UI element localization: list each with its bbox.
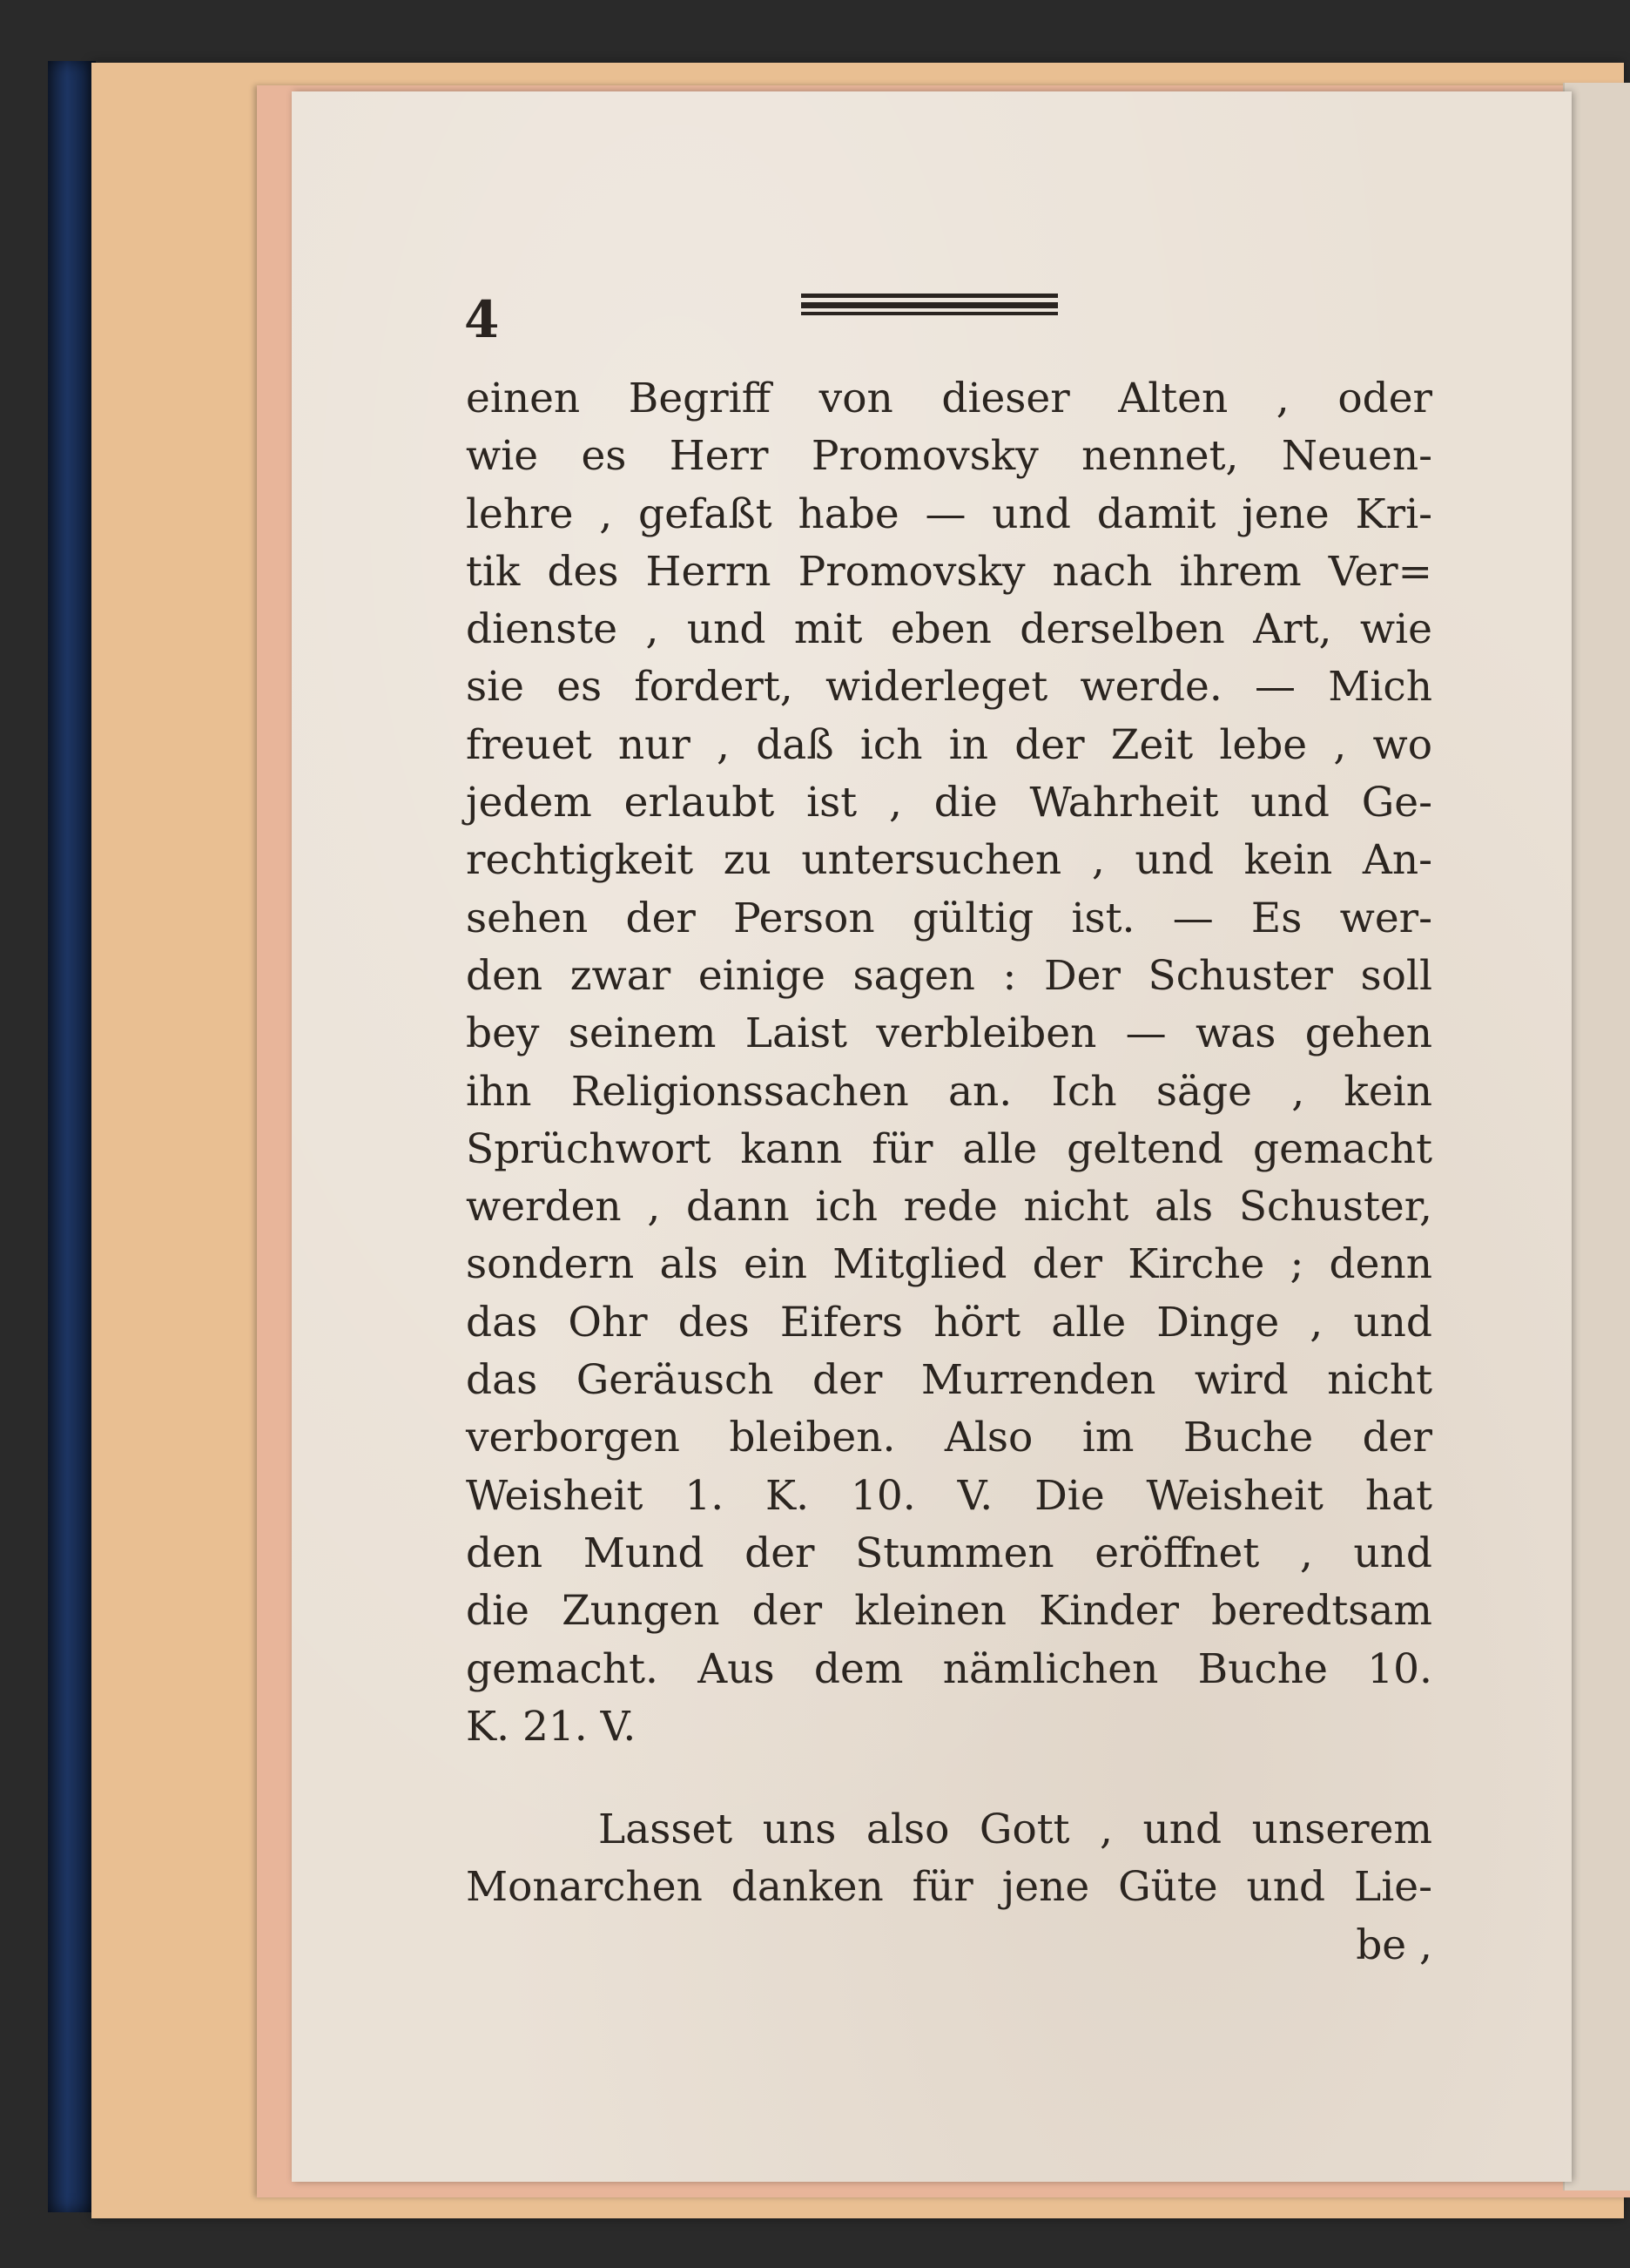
text-line: das Geräusch der Murrenden wird nicht: [466, 1356, 1432, 1405]
text-line: das Ohr des Eifers hört alle Dinge , und: [466, 1298, 1432, 1347]
text-line: K. 21. V.: [466, 1702, 637, 1751]
text-line: den zwar einige sagen : Der Schuster soll: [466, 951, 1432, 1000]
text-line: die Zungen der kleinen Kinder beredtsam: [466, 1587, 1432, 1636]
text-line: Lasset uns also Gott , und unserem: [598, 1806, 1432, 1854]
text-line: tik des Herrn Promovsky nach ihrem Ver=: [466, 547, 1432, 596]
text-line: einen Begriff von dieser Alten , oder: [466, 375, 1432, 422]
text-line: sehen der Person gültig ist. — Es wer-: [466, 894, 1432, 942]
body-text: [466, 370, 1432, 1974]
catchword: be ,: [1356, 1920, 1432, 1969]
text-line: wie es Herr Promovsky nennet, Neuen-: [466, 432, 1432, 481]
header-ornament-rule: [801, 294, 1058, 316]
book-page: [292, 91, 1572, 2182]
text-line: freuet nur , daß ich in der Zeit lebe , wo: [466, 720, 1432, 769]
header-rule-bar-middle: [801, 302, 1058, 308]
text-line: bey seinem Laist verbleiben — was gehen: [466, 1009, 1432, 1058]
text-line: Sprüchwort kann für alle geltend gemacht: [466, 1124, 1432, 1173]
text-line: sie es fordert, widerleget werde. — Mich: [466, 663, 1432, 712]
text-line: Weisheit 1. K. 10. V. Die Weisheit hat: [466, 1471, 1432, 1520]
page-number: 4: [464, 290, 500, 349]
text-line: gemacht. Aus dem nämlichen Buche 10.: [466, 1644, 1432, 1693]
text-line: den Mund der Stummen eröffnet , und: [466, 1529, 1432, 1577]
book-spine: [48, 61, 96, 2212]
paragraph-gap: [466, 1756, 1432, 1801]
text-line: dienste , und mit eben derselben Art, wie: [466, 605, 1432, 654]
text-line: Monarchen danken für jene Güte und Lie-: [466, 1863, 1432, 1912]
header-rule-bar-bottom: [801, 312, 1058, 315]
text-line: rechtigkeit zu untersuchen , und kein An-: [466, 836, 1432, 885]
text-line: lehre , gefaßt habe — und damit jene Kri-: [466, 489, 1432, 538]
facing-page-edge: [1563, 83, 1630, 2190]
text-line: sondern als ein Mitglied der Kirche ; denn: [466, 1240, 1432, 1289]
text-line: jedem erlaubt ist , die Wahrheit und Ge-: [466, 779, 1432, 827]
header-rule-bar-top: [801, 294, 1058, 298]
text-line: werden , dann ich rede nicht als Schuster,: [466, 1183, 1432, 1232]
text-line: ihn Religionssachen an. Ich säge , kein: [466, 1067, 1432, 1116]
text-line: verborgen bleiben. Also im Buche der: [466, 1414, 1432, 1462]
